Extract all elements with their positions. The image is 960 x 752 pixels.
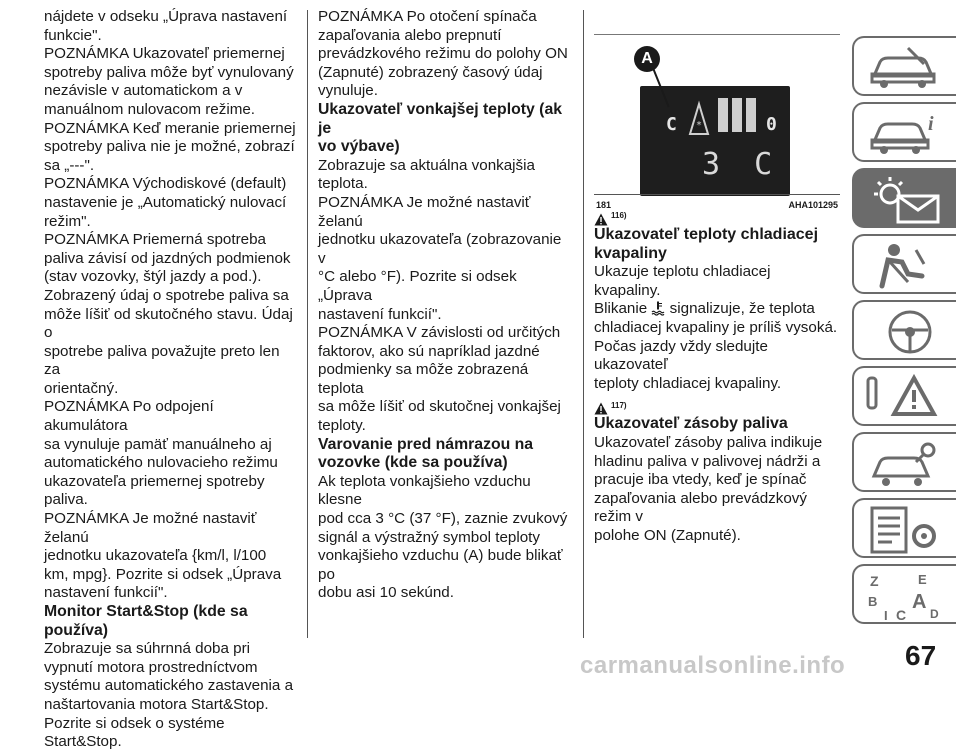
text-line-with-icon	[594, 300, 840, 319]
airbag-seat-icon	[868, 242, 944, 290]
figure-caption	[594, 194, 840, 208]
text-line: signál a výstražný symbol teploty	[318, 528, 540, 546]
text-line: pod cca 3 °C (37 °F), zaznie zvukový	[318, 510, 568, 528]
section-heading-coolant: Ukazovateľ teploty chladiacej	[594, 226, 819, 243]
text-line: spotrebe paliva považujte preto len za	[44, 342, 280, 379]
note-number: 116)	[611, 211, 627, 221]
note-number: 117)	[611, 400, 627, 410]
figure-number: 181	[596, 200, 612, 210]
svg-text:C: C	[896, 607, 907, 623]
svg-text:Z: Z	[870, 573, 879, 589]
text-line: km, mpg}. Pozrite si odsek „Úprava	[44, 565, 282, 583]
text-line: nezávisle v automatickom a v	[44, 82, 243, 100]
text-line: režim".	[44, 212, 91, 230]
text-line: Zobrazený údaj o spotrebe paliva sa	[44, 286, 289, 304]
text-line: jednotku ukazovateľa (zobrazovanie v	[318, 231, 562, 267]
text-line: teploty.	[318, 417, 366, 435]
callout-a-marker: A	[634, 46, 660, 72]
text-line: faktorov, ako sú napríklad jazdné	[318, 342, 540, 360]
text-line: spotreby paliva nie je možné, zobrazí	[44, 138, 295, 156]
steering-wheel-icon	[868, 308, 944, 356]
section-heading-start-stop-cont: používa)	[44, 621, 109, 639]
svg-text:E: E	[918, 572, 927, 587]
tab-index[interactable]	[852, 564, 956, 624]
watermark: carmanualsonline.info	[580, 652, 846, 679]
text-line: sa môže líšiť od skutočnej vonkajšej	[318, 398, 561, 416]
column-divider-2	[583, 10, 584, 638]
text-line: Ukazuje teplotu chladiacej kvapaliny.	[594, 263, 771, 299]
text-line: Ak teplota vonkajšieho vzduchu klesne	[318, 472, 531, 509]
text-line: orientačný.	[44, 379, 119, 397]
text-line: dobu asi 10 sekúnd.	[318, 584, 454, 602]
segment	[718, 98, 728, 132]
svg-text:*: *	[696, 120, 702, 131]
text-line: Pozrite si odsek o systéme Start&Stop.	[44, 714, 225, 751]
text-line: manuálnom nulovacom režime.	[44, 100, 256, 118]
text-line: spotreby paliva môže byť vynulovaný	[44, 63, 294, 81]
text-line: prevádzkového režimu do polohy ON	[318, 45, 568, 63]
text-span: signalizuje, že teplota	[669, 300, 815, 318]
text-line: °C alebo °F). Pozrite si odsek „Úprava	[318, 268, 517, 304]
svg-text:i: i	[928, 113, 934, 135]
text-line: sa vynuluje pamäť manuálneho aj	[44, 435, 272, 453]
text-line: POZNÁMKA Ukazovateľ priemernej	[44, 45, 285, 63]
text-line: sa „---".	[44, 156, 95, 174]
segment	[732, 98, 742, 132]
seg-right-label: 0	[766, 114, 777, 135]
col1-body	[44, 8, 296, 603]
warning-light-envelope-icon	[868, 176, 944, 226]
svg-text:A: A	[912, 591, 927, 613]
text-line: jednotku ukazovateľa {km/l, l/100	[44, 547, 267, 565]
ice-warning-icon	[688, 102, 710, 136]
warning-triangle-icon	[594, 213, 608, 226]
text-line: funkcie".	[44, 26, 102, 44]
text-line: POZNÁMKA Po odpojení akumulátora	[44, 398, 214, 435]
text-line: pracuje iba vtedy, keď je spínač	[594, 471, 807, 489]
temperature-readout: 3 C	[702, 147, 781, 182]
tab-dashboard-lights[interactable]	[852, 168, 956, 228]
text-line: polohe ON (Zapnuté).	[594, 526, 741, 544]
text-line: teploty chladiacej kvapaliny.	[594, 374, 782, 392]
page-number: 67	[905, 640, 937, 671]
text-line: POZNÁMKA Keď meranie priemernej	[44, 119, 296, 137]
text-line: (stav vozovky, štýl jazdy a pod.).	[44, 268, 262, 286]
text-line: zapaľovania alebo prevádzkový režim v	[594, 489, 807, 526]
segment	[746, 98, 756, 132]
text-line: naštartovania motora Start&Stop.	[44, 695, 269, 713]
section-heading-outside-temp-cont: vo výbave)	[318, 138, 400, 156]
car-maintenance-icon	[868, 440, 944, 488]
tab-technical-data[interactable]	[852, 498, 956, 558]
text-line: môže líšiť od skutočného stavu. Údaj o	[44, 305, 293, 342]
technical-data-icon	[868, 506, 944, 554]
text-line: POZNÁMKA Východiskové (default)	[44, 175, 287, 193]
section-heading-start-stop: Monitor Start&Stop (kde sa	[44, 603, 248, 620]
svg-text:B: B	[868, 594, 878, 609]
text-line: teplota.	[318, 175, 368, 193]
column-right	[594, 8, 840, 546]
section-heading-ice-warning: Varovanie pred námrazou na	[318, 435, 534, 453]
text-span: Blikanie	[594, 300, 648, 318]
tab-car-info[interactable]	[852, 102, 956, 162]
text-line: nastavenie je „Automatický nulovací	[44, 193, 287, 211]
tab-car-overview[interactable]	[852, 36, 956, 96]
text-line: vynuluje.	[318, 82, 378, 100]
car-info-icon	[868, 110, 944, 156]
section-heading-ice-warning-cont: vozovke (kde sa používa)	[318, 454, 508, 472]
text-line: POZNÁMKA Je možné nastaviť želanú	[44, 510, 257, 546]
text-line: POZNÁMKA Priemerná spotreba	[44, 231, 266, 249]
alphabet-index-icon	[868, 572, 944, 622]
column-middle	[318, 8, 570, 603]
text-line: nastavení funkcií".	[318, 305, 442, 323]
tab-emergency[interactable]	[852, 366, 956, 426]
text-line: automatického nulovacieho režimu	[44, 454, 278, 472]
car-overview-icon	[868, 44, 944, 90]
tab-starting-driving[interactable]	[852, 300, 956, 360]
text-line: POZNÁMKA Je možné nastaviť želanú	[318, 193, 531, 230]
text-line: Ukazovateľ zásoby paliva indikuje	[594, 433, 823, 451]
emergency-tools-icon	[868, 374, 944, 422]
text-line: systému automatického zastavenia a	[44, 677, 294, 695]
section-heading-outside-temp: Ukazovateľ vonkajšej teploty (ak je	[318, 100, 563, 137]
tab-safety[interactable]	[852, 234, 956, 294]
text-line: vypnutí motora prostredníctvom	[44, 658, 258, 676]
text-line: paliva závisí od jazdných podmienok	[44, 249, 291, 267]
svg-text:I: I	[884, 608, 888, 623]
svg-text:D: D	[930, 607, 939, 621]
text-line: chladiacej kvapaliny je príliš vysoká.	[594, 318, 838, 336]
text-line: zapaľovania alebo prepnutí	[318, 26, 502, 44]
note-reference-117	[594, 399, 840, 415]
figure-top-rule	[594, 34, 840, 35]
text-line: podmienky sa môže zobrazená teplota	[318, 361, 529, 397]
section-heading-fuel-gauge: Ukazovateľ zásoby paliva	[594, 415, 788, 433]
figure-code: AHA101295	[788, 200, 838, 210]
column-left	[44, 8, 296, 752]
text-line: nastavení funkcií".	[44, 584, 168, 602]
text-line: ukazovateľa priemernej spotreby paliva.	[44, 472, 265, 509]
text-line: Zobrazuje sa súhrnná doba pri	[44, 640, 251, 658]
text-line: Počas jazdy vždy sledujte ukazovateľ	[594, 337, 768, 374]
warning-triangle-icon	[594, 402, 608, 415]
tab-maintenance[interactable]	[852, 432, 956, 492]
column-divider-1	[307, 10, 308, 638]
coolant-temperature-icon	[651, 301, 665, 315]
seg-left-label: C	[666, 114, 677, 135]
text-line: hladinu paliva v palivovej nádrži a	[594, 452, 821, 470]
text-line: POZNÁMKA V závislosti od určitých	[318, 324, 561, 342]
text-line: POZNÁMKA Po otočení spínača	[318, 8, 537, 25]
text-line: (Zapnuté) zobrazený časový údaj	[318, 63, 543, 81]
section-heading-coolant-cont: kvapaliny	[594, 244, 667, 262]
text-line: Zobrazuje sa aktuálna vonkajšia	[318, 156, 535, 174]
instrument-display-figure	[594, 36, 840, 210]
text-line: nájdete v odseku „Úprava nastavení	[44, 8, 288, 25]
text-line: vonkajšieho vzduchu (A) bude blikať po	[318, 547, 563, 583]
cluster-display	[640, 86, 790, 196]
